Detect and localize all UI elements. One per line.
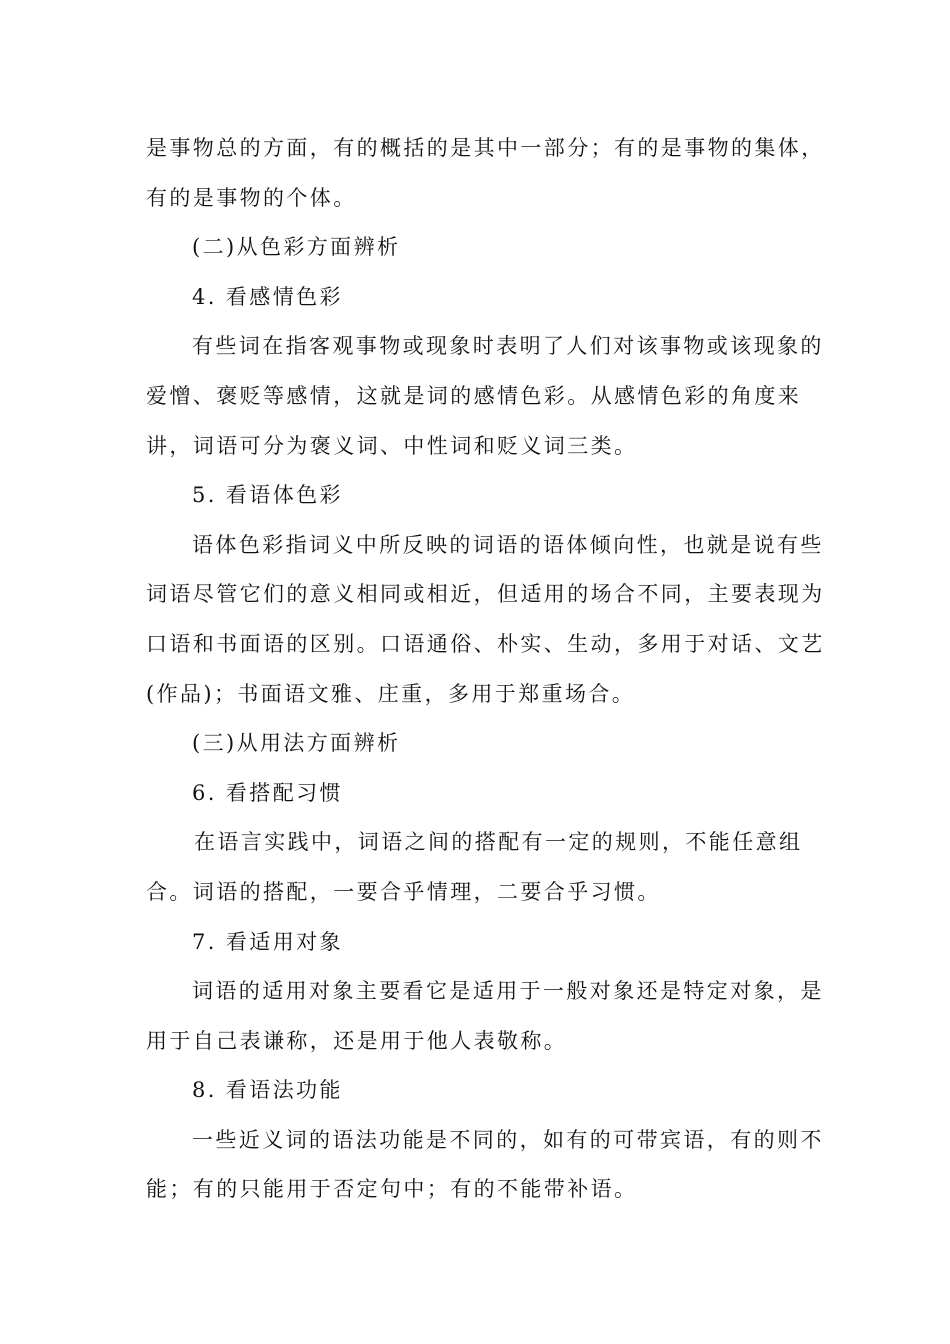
paragraph-line: 词语的适用对象主要看它是适用于一般对象还是特定对象，是 bbox=[192, 979, 824, 1004]
paragraph-line: 语体色彩指词义中所反映的词语的语体倾向性，也就是说有些 bbox=[192, 532, 824, 557]
subsection-heading: 7. 看适用对象 bbox=[192, 929, 343, 954]
paragraph-line: 合。词语的搭配，一要合乎情理，二要合乎习惯。 bbox=[146, 879, 661, 904]
paragraph-line: 一些近义词的语法功能是不同的，如有的可带宾语，有的则不 bbox=[192, 1127, 824, 1152]
paragraph-line: 词语尽管它们的意义相同或相近，但适用的场合不同，主要表现为 bbox=[146, 582, 825, 607]
paragraph-line: 有的是事物的个体。 bbox=[146, 185, 357, 210]
subsection-heading: 4. 看感情色彩 bbox=[192, 284, 343, 309]
paragraph-line: (作品)；书面语文雅、庄重，多用于郑重场合。 bbox=[146, 681, 636, 706]
subsection-heading: 8. 看语法功能 bbox=[192, 1078, 343, 1103]
paragraph-line: 用于自己表谦称，还是用于他人表敬称。 bbox=[146, 1028, 568, 1053]
paragraph-line: 能；有的只能用于否定句中；有的不能带补语。 bbox=[146, 1177, 638, 1202]
paragraph-line: 爱憎、褒贬等感情，这就是词的感情色彩。从感情色彩的角度来 bbox=[146, 383, 802, 408]
document-page bbox=[146, 124, 825, 1215]
section-heading: (二)从色彩方面辨析 bbox=[192, 235, 401, 260]
paragraph-line: 是事物总的方面，有的概括的是其中一部分；有的是事物的集体， bbox=[146, 136, 825, 160]
paragraph-line: 有些词在指客观事物或现象时表明了人们对该事物或该现象的 bbox=[192, 334, 824, 359]
subsection-heading: 6. 看搭配习惯 bbox=[192, 780, 343, 805]
paragraph-line: 讲，词语可分为褒义词、中性词和贬义词三类。 bbox=[146, 433, 638, 458]
paragraph-line: 在语言实践中，词语之间的搭配有一定的规则，不能任意组 bbox=[194, 830, 803, 855]
paragraph-line: 口语和书面语的区别。口语通俗、朴实、生动，多用于对话、文艺 bbox=[146, 631, 825, 656]
section-heading: (三)从用法方面辨析 bbox=[192, 731, 401, 756]
subsection-heading: 5. 看语体色彩 bbox=[192, 483, 343, 508]
